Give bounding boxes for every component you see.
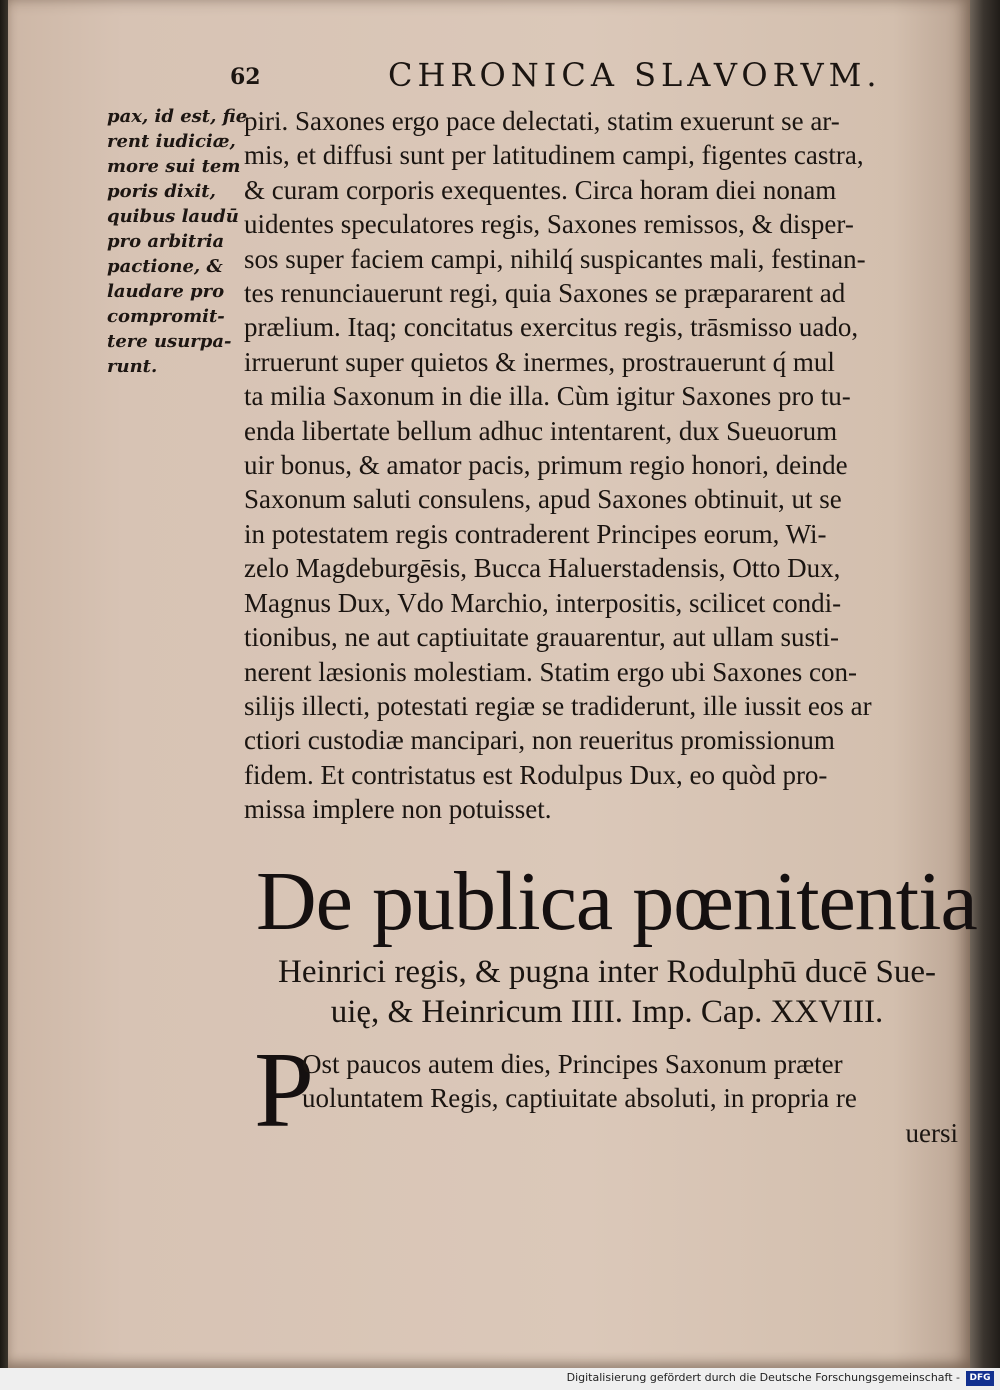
text-line: ta milia Saxonum in die illa. Cùm igitur Saxones pro tu- (244, 381, 851, 412)
chapter-subheading (252, 952, 962, 1032)
margin-note-line: tere usurpa- (107, 331, 232, 352)
page-gutter-edge (970, 0, 1000, 1368)
margin-note-line: compromit- (107, 306, 225, 327)
margin-note-line: pro arbitria (107, 231, 225, 252)
subheading-line: uię, & Heinricum IIII. Imp. Cap. XXVIII. (330, 994, 884, 1030)
text-line: in potestatem regis contraderent Principes eorum, Wi- (244, 518, 827, 549)
subheading-line: Heinrici regis, & pugna inter Rodulphū ducē Sue- (277, 954, 937, 990)
text-line: silijs illecti, potestati regiæ se tradiderunt, ille iussit eos ar (244, 690, 872, 721)
text-line: Saxonum saluti consulens, apud Saxones obtinuit, ut se (244, 484, 842, 515)
text-line: ctiori custodiæ mancipari, non reueritus promissionum (244, 725, 835, 756)
text-line: mis, et diffusi sunt per latitudinem campi, figentes castra, (244, 140, 864, 171)
text-line: nerent læsionis molestiam. Statim ergo ubi Saxones con- (244, 656, 857, 687)
footer-bar (0, 1368, 1000, 1390)
text-line: sos super faciem campi, nihilq́ suspicantes mali, festinan- (244, 243, 866, 274)
dfg-logo: DFG (966, 1371, 994, 1386)
margin-note-line: pax, id est, fie (107, 106, 248, 127)
margin-note-line: quibus laudū (107, 206, 239, 227)
text-line: enda libertate bellum adhuc intentarent, dux Sueuorum (244, 415, 838, 446)
text-line: zelo Magdeburgēsis, Bucca Haluerstadensis, Otto Dux, (244, 553, 841, 584)
main-text-block (244, 104, 959, 827)
drop-cap: P (254, 1031, 315, 1150)
text-line: missa implere non potuisset. (244, 794, 552, 825)
text-line: uoluntatem Regis, captiuitate absoluti, in propria re (302, 1083, 857, 1114)
margin-note-line: runt. (107, 356, 158, 377)
funding-notice: Digitalisierung gefördert durch die Deutsche Forschungsgemeinschaft - (566, 1371, 960, 1384)
margin-note-line: more sui tem (107, 156, 241, 177)
chapter-heading: De publica pœnitentia (256, 855, 977, 948)
scan-background-left (0, 0, 8, 1390)
margin-note-line: poris dixit, (107, 181, 216, 202)
margin-note-line: laudare pro (107, 281, 225, 302)
running-head (230, 56, 970, 96)
text-line: Magnus Dux, Vdo Marchio, interpositis, scilicet condi- (244, 587, 842, 618)
text-line: prælium. Itaq; concitatus exercitus regis, trāsmisso uado, (244, 312, 859, 343)
chapter-opening-text (302, 1047, 958, 1150)
text-line: Ost paucos autem dies, Principes Saxonum præter (302, 1049, 843, 1079)
text-line: irruerunt super quietos & inermes, prostrauerunt q́ mul (244, 346, 835, 377)
text-line: tionibus, ne aut captiuitate grauarentur, aut ullam susti- (244, 622, 840, 653)
text-line: piri. Saxones ergo pace delectati, statim exuerunt se ar- (244, 106, 840, 136)
text-line: uidentes speculatores regis, Saxones remissos, & disper- (244, 209, 854, 240)
margin-note-line: pactione, & (107, 256, 223, 277)
margin-note-line: rent iudiciæ, (107, 131, 236, 152)
margin-note (107, 104, 248, 379)
text-line: uir bonus, & amator pacis, primum regio honori, deinde (244, 450, 848, 481)
text-line: uersi (905, 1117, 958, 1148)
text-line: tes renunciauerunt regi, quia Saxones se præpararent ad (244, 278, 846, 309)
running-title: CHRONICA SLAVORVM. (388, 56, 882, 94)
text-line: fidem. Et contristatus est Rodulpus Dux, eo quòd pro- (244, 759, 828, 790)
text-line: & curam corporis exequentes. Circa horam diei nonam (244, 174, 837, 205)
page-number: 62 (230, 64, 261, 90)
